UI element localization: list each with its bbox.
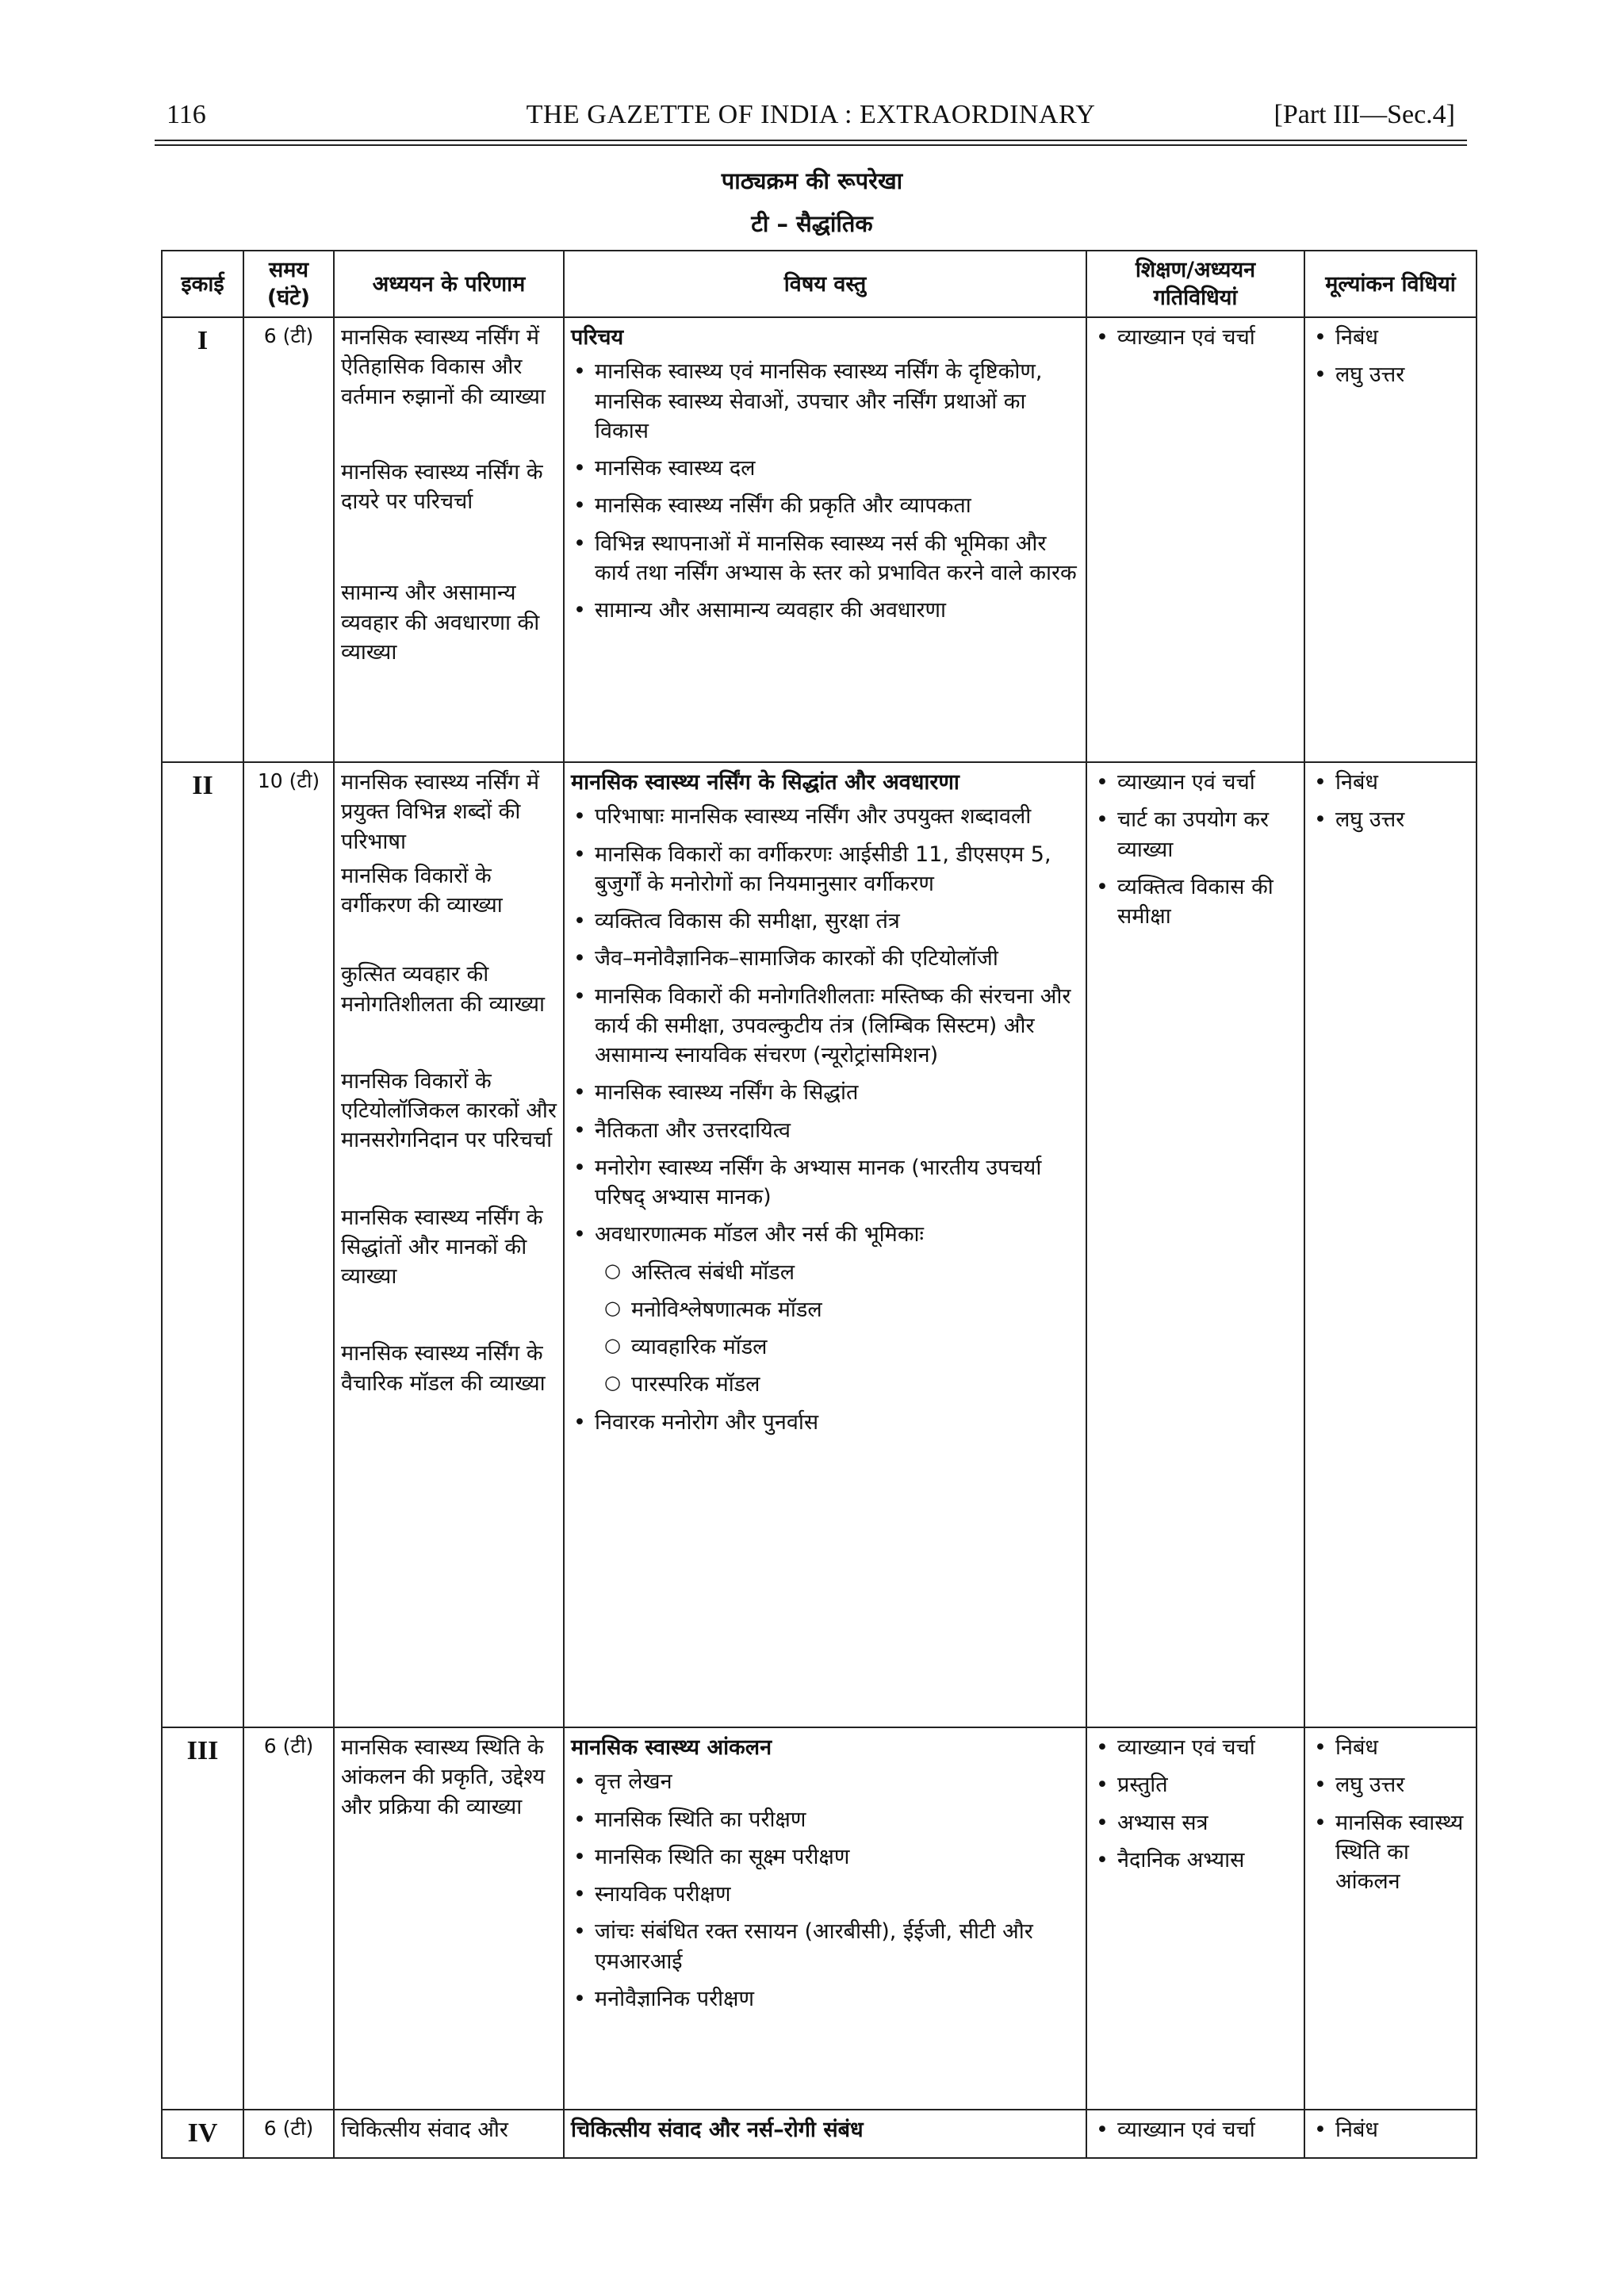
content-item: • स्नायविक परीक्षण	[571, 1880, 1079, 1909]
time-cell: 10 (टी)	[243, 762, 334, 1727]
assessment-item: • लघु उत्तर	[1312, 805, 1469, 834]
assessment-item: • मानसिक स्वास्थ्य स्थिति का आंकलन	[1312, 1808, 1469, 1897]
activities-cell	[1086, 317, 1304, 762]
content-item: • विभिन्न स्थापनाओं में मानसिक स्वास्थ्य नर्स की भूमिका और कार्य तथा नर्सिंग अभ्यास के स्तर को प्रभावित करने वाले कारक	[571, 529, 1079, 588]
activities-cell	[1086, 2110, 1304, 2158]
content-item: • अवधारणात्मक मॉडल और नर्स की भूमिकाः	[571, 1220, 1079, 1249]
gazette-title: THE GAZETTE OF INDIA : EXTRAORDINARY	[526, 100, 1096, 129]
content-item: • जांचः संबंधित रक्त रसायन (आरबीसी), ईईजी, सीटी और एमआरआई	[571, 1917, 1079, 1976]
activity-item: • प्रस्तुति	[1094, 1770, 1297, 1800]
content-heading: मानसिक स्वास्थ्य नर्सिंग के सिद्धांत और अवधारणा	[571, 770, 959, 795]
column-header-content: विषय वस्तु	[564, 251, 1086, 317]
outcomes-cell	[334, 2110, 564, 2158]
outcomes-cell	[334, 1727, 564, 2110]
content-heading: चिकित्सीय संवाद और नर्स–रोगी संबंध	[571, 2118, 864, 2143]
content-list	[571, 357, 1079, 625]
outcomes-cell	[334, 317, 564, 762]
column-header-activities: शिक्षण/अध्ययन गतिविधियां	[1086, 251, 1304, 317]
content-item: • सामान्य और असामान्य व्यवहार की अवधारणा	[571, 596, 1079, 625]
activity-item: • व्यक्तित्व विकास की समीक्षा	[1094, 872, 1297, 932]
header-rule-top	[155, 140, 1467, 141]
outcome-item: मानसिक स्वास्थ्य नर्सिंग में ऐतिहासिक विकास और वर्तमान रुझानों की व्याख्या	[341, 325, 546, 409]
assessment-list	[1312, 1733, 1469, 1896]
assessment-item: • निबंध	[1312, 1733, 1469, 1762]
activities-list	[1094, 1733, 1297, 1875]
column-header-assessment: मूल्यांकन विधियां	[1304, 251, 1477, 317]
assessment-item: • लघु उत्तर	[1312, 360, 1469, 389]
time-cell: 6 (टी)	[243, 317, 334, 762]
syllabus-table	[161, 250, 1477, 2159]
content-cell	[564, 1727, 1086, 2110]
column-header-unit: इकाई	[162, 251, 243, 317]
outcome-item: मानसिक विकारों के एटियोलॉजिकल कारकों और मानसरोगनिदान पर परिचर्चा	[341, 1068, 557, 1153]
assessment-cell	[1304, 1727, 1477, 2110]
assessment-item: • निबंध	[1312, 768, 1469, 797]
activities-list	[1094, 768, 1297, 931]
content-list	[571, 1767, 1079, 2014]
content-item: • निवारक मनोरोग और पुनर्वास	[571, 1408, 1079, 1437]
column-header-outcomes: अध्ययन के परिणाम	[334, 251, 564, 317]
content-item: • मानसिक विकारों की मनोगतिशीलताः मस्तिष्क की संरचना और कार्य की समीक्षा, उपवल्कुटीय तंत्र (लिम्बिक सिस्टम) और असामान्य स्नायविक संचरण (न्यूरोट्रांसमिशन)	[571, 982, 1079, 1071]
content-item: • मानसिक स्थिति का परीक्षण	[571, 1805, 1079, 1834]
content-item: • वृत्त लेखन	[571, 1767, 1079, 1796]
content-item: • व्यक्तित्व विकास की समीक्षा, सुरक्षा तंत्र	[571, 907, 1079, 936]
content-item: • मानसिक विकारों का वर्गीकरणः आईसीडी 11, डीएसएम 5, बुजुर्गों के मनोरोगों का नियमानुसार वर्गीकरण	[571, 840, 1079, 899]
outcome-item: मानसिक स्वास्थ्य स्थिति के आंकलन की प्रकृति, उद्देश्य और प्रक्रिया की व्याख्या	[341, 1735, 546, 1819]
content-item: • नैतिकता और उत्तरदायित्व	[571, 1116, 1079, 1145]
unit-number: IV	[162, 2110, 243, 2158]
column-header-time: समय (घंटे)	[243, 251, 334, 317]
activity-item: • व्याख्यान एवं चर्चा	[1094, 1733, 1297, 1762]
unit-number: I	[162, 317, 243, 762]
assessment-item: • निबंध	[1312, 2115, 1469, 2145]
outcome-item: मानसिक स्वास्थ्य नर्सिंग में प्रयुक्त विभिन्न शब्दों की परिभाषा	[341, 770, 539, 854]
assessment-list	[1312, 323, 1469, 390]
assessment-cell	[1304, 762, 1477, 1727]
content-heading: परिचय	[571, 325, 624, 351]
content-item: • मानसिक स्थिति का सूक्ष्म परीक्षण	[571, 1842, 1079, 1872]
outcome-item: मानसिक विकारों के वर्गीकरण की व्याख्या	[341, 863, 503, 918]
time-cell: 6 (टी)	[243, 2110, 334, 2158]
outcome-item: मानसिक स्वास्थ्य नर्सिंग के वैचारिक मॉडल की व्याख्या	[341, 1341, 546, 1396]
document-subtitle: टी – सैद्धांतिक	[751, 210, 873, 237]
content-item: • मानसिक स्वास्थ्य नर्सिंग के सिद्धांत	[571, 1078, 1079, 1107]
content-subitem: ○ व्यावहारिक मॉडल	[571, 1332, 1079, 1362]
activities-cell	[1086, 762, 1304, 1727]
activity-item: • नैदानिक अभ्यास	[1094, 1846, 1297, 1875]
outcome-item: चिकित्सीय संवाद और	[341, 2118, 508, 2143]
activity-item: • व्याख्यान एवं चर्चा	[1094, 2115, 1297, 2145]
table-row	[162, 762, 1477, 1727]
table-row	[162, 317, 1477, 762]
content-cell	[564, 2110, 1086, 2158]
activity-item: • व्याख्यान एवं चर्चा	[1094, 323, 1297, 352]
assessment-list	[1312, 2115, 1469, 2145]
content-item: • मानसिक स्वास्थ्य दल	[571, 454, 1079, 483]
page-header	[159, 95, 1463, 140]
content-item: • मानसिक स्वास्थ्य एवं मानसिक स्वास्थ्य नर्सिंग के दृष्टिकोण, मानसिक स्वास्थ्य सेवाओं, उपचार और नर्सिंग प्रथाओं का विकास	[571, 357, 1079, 446]
content-item: • मनोरोग स्वास्थ्य नर्सिंग के अभ्यास मानक (भारतीय उपचर्या परिषद् अभ्यास मानक)	[571, 1153, 1079, 1213]
content-item: • जैव–मनोवैज्ञानिक–सामाजिक कारकों की एटियोलॉजी	[571, 944, 1079, 973]
assessment-list	[1312, 768, 1469, 835]
activity-item: • चार्ट का उपयोग कर व्याख्या	[1094, 805, 1297, 864]
table-row	[162, 2110, 1477, 2158]
activities-list	[1094, 323, 1297, 352]
activities-list	[1094, 2115, 1297, 2145]
content-list	[571, 802, 1079, 1437]
activity-item: • अभ्यास सत्र	[1094, 1808, 1297, 1838]
content-cell	[564, 317, 1086, 762]
assessment-item: • निबंध	[1312, 323, 1469, 352]
document-title: पाठ्यक्रम की रूपरेखा	[721, 167, 903, 194]
content-heading: मानसिक स्वास्थ्य आंकलन	[571, 1735, 772, 1761]
content-subitem: ○ पारस्परिक मॉडल	[571, 1370, 1079, 1399]
assessment-cell	[1304, 2110, 1477, 2158]
activity-item: • व्याख्यान एवं चर्चा	[1094, 768, 1297, 797]
content-item: • परिभाषाः मानसिक स्वास्थ्य नर्सिंग और उपयुक्त शब्दावली	[571, 802, 1079, 831]
assessment-item: • लघु उत्तर	[1312, 1770, 1469, 1800]
table-header-row	[162, 251, 1477, 317]
unit-number: II	[162, 762, 243, 1727]
unit-number: III	[162, 1727, 243, 2110]
time-cell: 6 (टी)	[243, 1727, 334, 2110]
content-item: • मनोवैज्ञानिक परीक्षण	[571, 1984, 1079, 2014]
table-row	[162, 1727, 1477, 2110]
outcome-item: सामान्य और असामान्य व्यवहार की अवधारणा की व्याख्या	[341, 581, 540, 665]
section-label: [Part III—Sec.4]	[1274, 100, 1455, 129]
outcome-item: मानसिक स्वास्थ्य नर्सिंग के दायरे पर परिचर्चा	[341, 459, 543, 515]
header-rule-bottom	[155, 144, 1467, 146]
outcome-item: मानसिक स्वास्थ्य नर्सिंग के सिद्धांतों और मानकों की व्याख्या	[341, 1205, 543, 1290]
content-subitem: ○ अस्तित्व संबंधी मॉडल	[571, 1258, 1079, 1287]
assessment-cell	[1304, 317, 1477, 762]
outcome-item: कुत्सित व्यवहार की मनोगतिशीलता की व्याख्या	[341, 962, 545, 1017]
content-subitem: ○ मनोविश्लेषणात्मक मॉडल	[571, 1295, 1079, 1324]
activities-cell	[1086, 1727, 1304, 2110]
page-number: 116	[167, 100, 206, 129]
outcomes-cell	[334, 762, 564, 1727]
content-item: • मानसिक स्वास्थ्य नर्सिंग की प्रकृति और व्यापकता	[571, 491, 1079, 520]
content-cell	[564, 762, 1086, 1727]
